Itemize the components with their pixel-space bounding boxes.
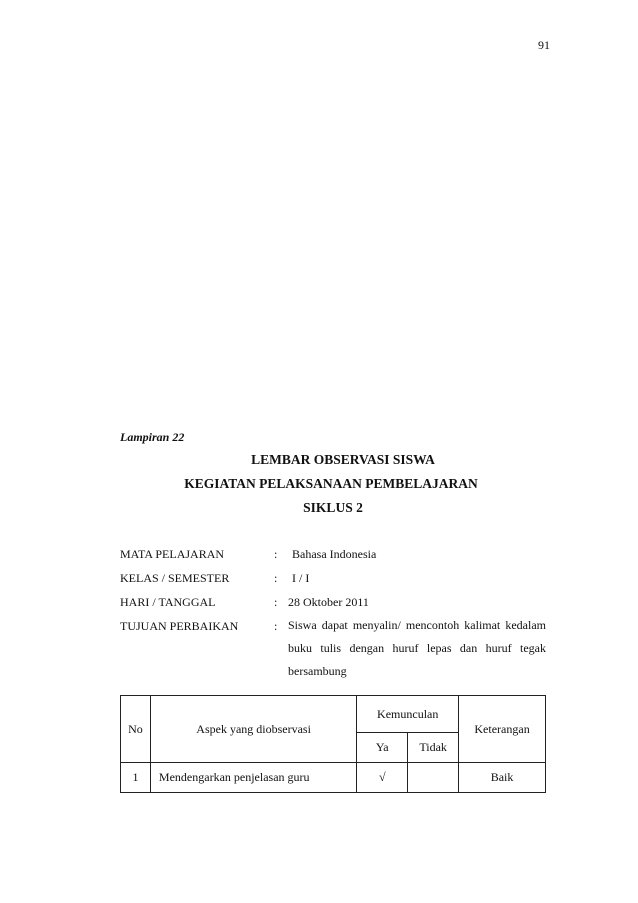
info-label: TUJUAN PERBAIKAN bbox=[120, 619, 239, 633]
header-kemunculan: Kemunculan bbox=[357, 696, 459, 733]
document-subtitle: KEGIATAN PELAKSANAAN PEMBELAJARAN bbox=[184, 476, 478, 491]
cell-no: 1 bbox=[121, 763, 151, 793]
observation-table bbox=[120, 695, 546, 793]
lampiran-label: Lampiran 22 bbox=[120, 430, 185, 444]
cell-tidak bbox=[408, 763, 459, 793]
info-label: MATA PELAJARAN bbox=[120, 547, 225, 561]
document-title: LEMBAR OBSERVASI SISWA bbox=[251, 452, 435, 467]
header-keterangan: Keterangan bbox=[459, 696, 546, 763]
info-value: I / I bbox=[292, 571, 310, 585]
info-label: KELAS / SEMESTER bbox=[120, 571, 230, 585]
header-no: No bbox=[121, 696, 151, 763]
info-colon: : bbox=[274, 595, 278, 609]
info-value: 28 Oktober 2011 bbox=[288, 595, 369, 609]
header-aspek: Aspek yang diobservasi bbox=[150, 696, 356, 763]
header-ya: Ya bbox=[357, 733, 408, 763]
info-value: Bahasa Indonesia bbox=[292, 547, 377, 561]
info-value: Siswa dapat menyalin/ mencontoh kalimat kedalam buku tulis dengan huruf lepas dan huruf tegak bersambung bbox=[288, 618, 546, 678]
cell-ya: √ bbox=[357, 763, 408, 793]
cell-keterangan: Baik bbox=[459, 763, 546, 793]
cell-aspek: Mendengarkan penjelasan guru bbox=[150, 763, 356, 793]
info-colon: : bbox=[274, 571, 278, 585]
info-label: HARI / TANGGAL bbox=[120, 595, 216, 609]
table-row bbox=[121, 763, 546, 793]
page-number: 91 bbox=[538, 38, 550, 52]
header-tidak: Tidak bbox=[408, 733, 459, 763]
info-colon: : bbox=[274, 619, 278, 633]
cycle-title: SIKLUS 2 bbox=[303, 500, 363, 515]
info-colon: : bbox=[274, 547, 278, 561]
